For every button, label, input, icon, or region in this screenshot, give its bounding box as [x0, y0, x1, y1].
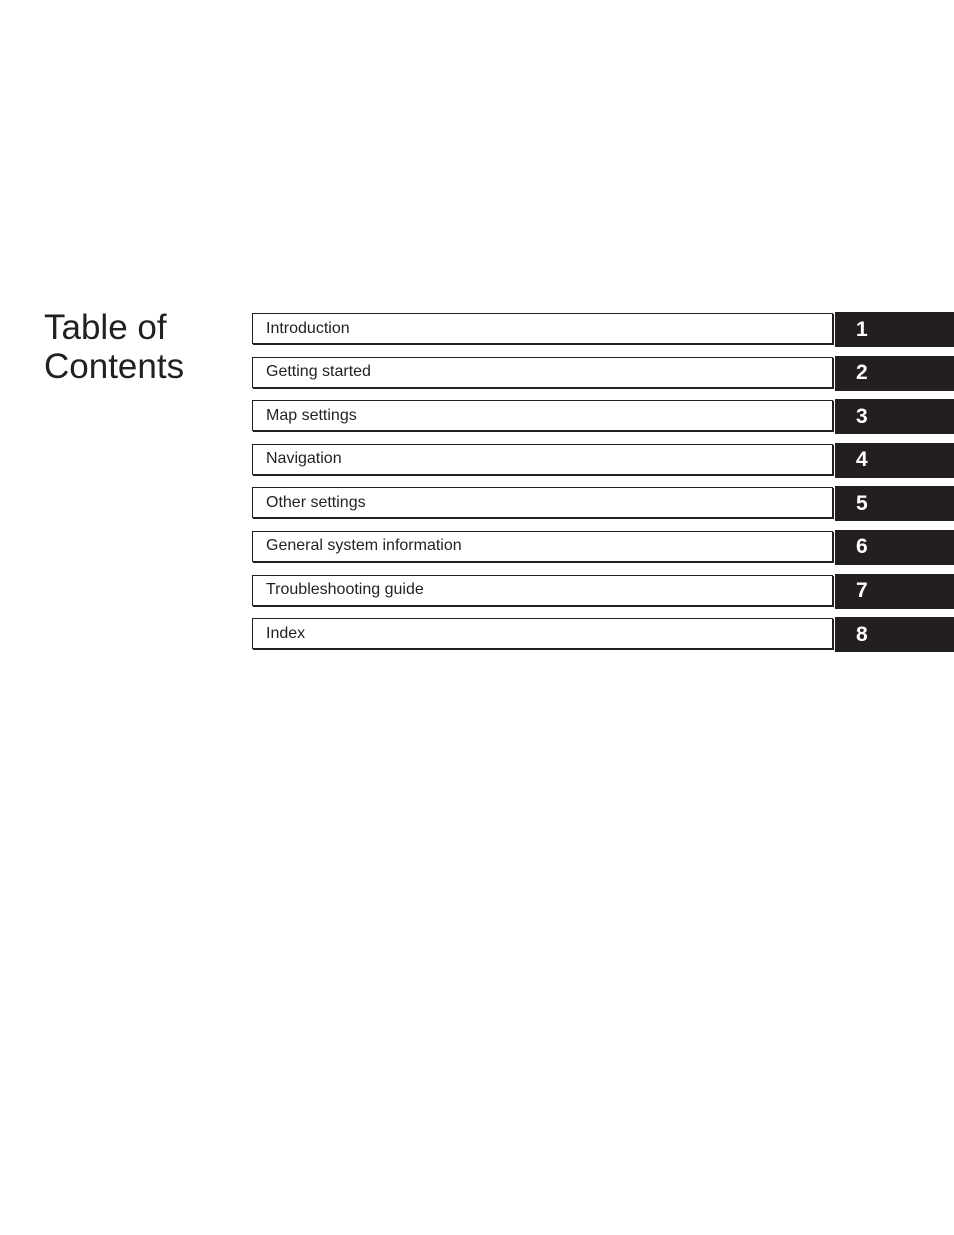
chapter-tab[interactable] — [835, 530, 954, 565]
toc-entry-label: Other settings — [266, 493, 366, 511]
toc-entry-box[interactable] — [252, 313, 833, 344]
chapter-tab[interactable] — [835, 617, 954, 652]
toc-entry-index[interactable] — [252, 617, 954, 651]
toc-entry-general-system-information[interactable] — [252, 530, 954, 564]
chapter-tab[interactable] — [835, 443, 954, 478]
toc-entry-box[interactable] — [252, 575, 833, 606]
chapter-number: 5 — [856, 491, 868, 515]
page-title-line-2: Contents — [44, 347, 185, 386]
chapter-tab[interactable] — [835, 486, 954, 521]
toc-entry-getting-started[interactable] — [252, 356, 954, 390]
toc-entry-label: Map settings — [266, 406, 357, 424]
toc-entry-box[interactable] — [252, 400, 833, 431]
chapter-number: 8 — [856, 622, 868, 646]
toc-list — [252, 312, 954, 661]
toc-entry-box[interactable] — [252, 618, 833, 649]
chapter-tab[interactable] — [835, 356, 954, 391]
toc-entry-label: Index — [266, 624, 306, 642]
chapter-tab[interactable] — [835, 399, 954, 434]
chapter-number: 3 — [856, 404, 868, 428]
toc-entry-label: General system information — [266, 537, 462, 555]
toc-entry-box[interactable] — [252, 357, 833, 388]
page-title — [44, 308, 184, 386]
toc-entry-navigation[interactable] — [252, 443, 954, 477]
toc-entry-introduction[interactable] — [252, 312, 954, 346]
chapter-number: 2 — [856, 361, 868, 385]
chapter-number: 6 — [856, 535, 868, 559]
chapter-number: 4 — [856, 448, 868, 472]
page-title-line-1: Table of — [44, 308, 167, 347]
toc-entry-label: Navigation — [266, 450, 342, 468]
toc-entry-label: Introduction — [266, 319, 350, 337]
chapter-tab[interactable] — [835, 312, 954, 347]
chapter-tab[interactable] — [835, 574, 954, 609]
chapter-number: 1 — [856, 317, 868, 341]
toc-entry-box[interactable] — [252, 444, 833, 475]
toc-entry-box[interactable] — [252, 531, 833, 562]
chapter-number: 7 — [856, 579, 868, 603]
toc-entry-map-settings[interactable] — [252, 399, 954, 433]
toc-entry-label: Getting started — [266, 363, 371, 381]
toc-entry-other-settings[interactable] — [252, 486, 954, 520]
toc-entry-box[interactable] — [252, 487, 833, 518]
toc-entry-troubleshooting-guide[interactable] — [252, 574, 954, 608]
toc-entry-label: Troubleshooting guide — [266, 581, 424, 599]
